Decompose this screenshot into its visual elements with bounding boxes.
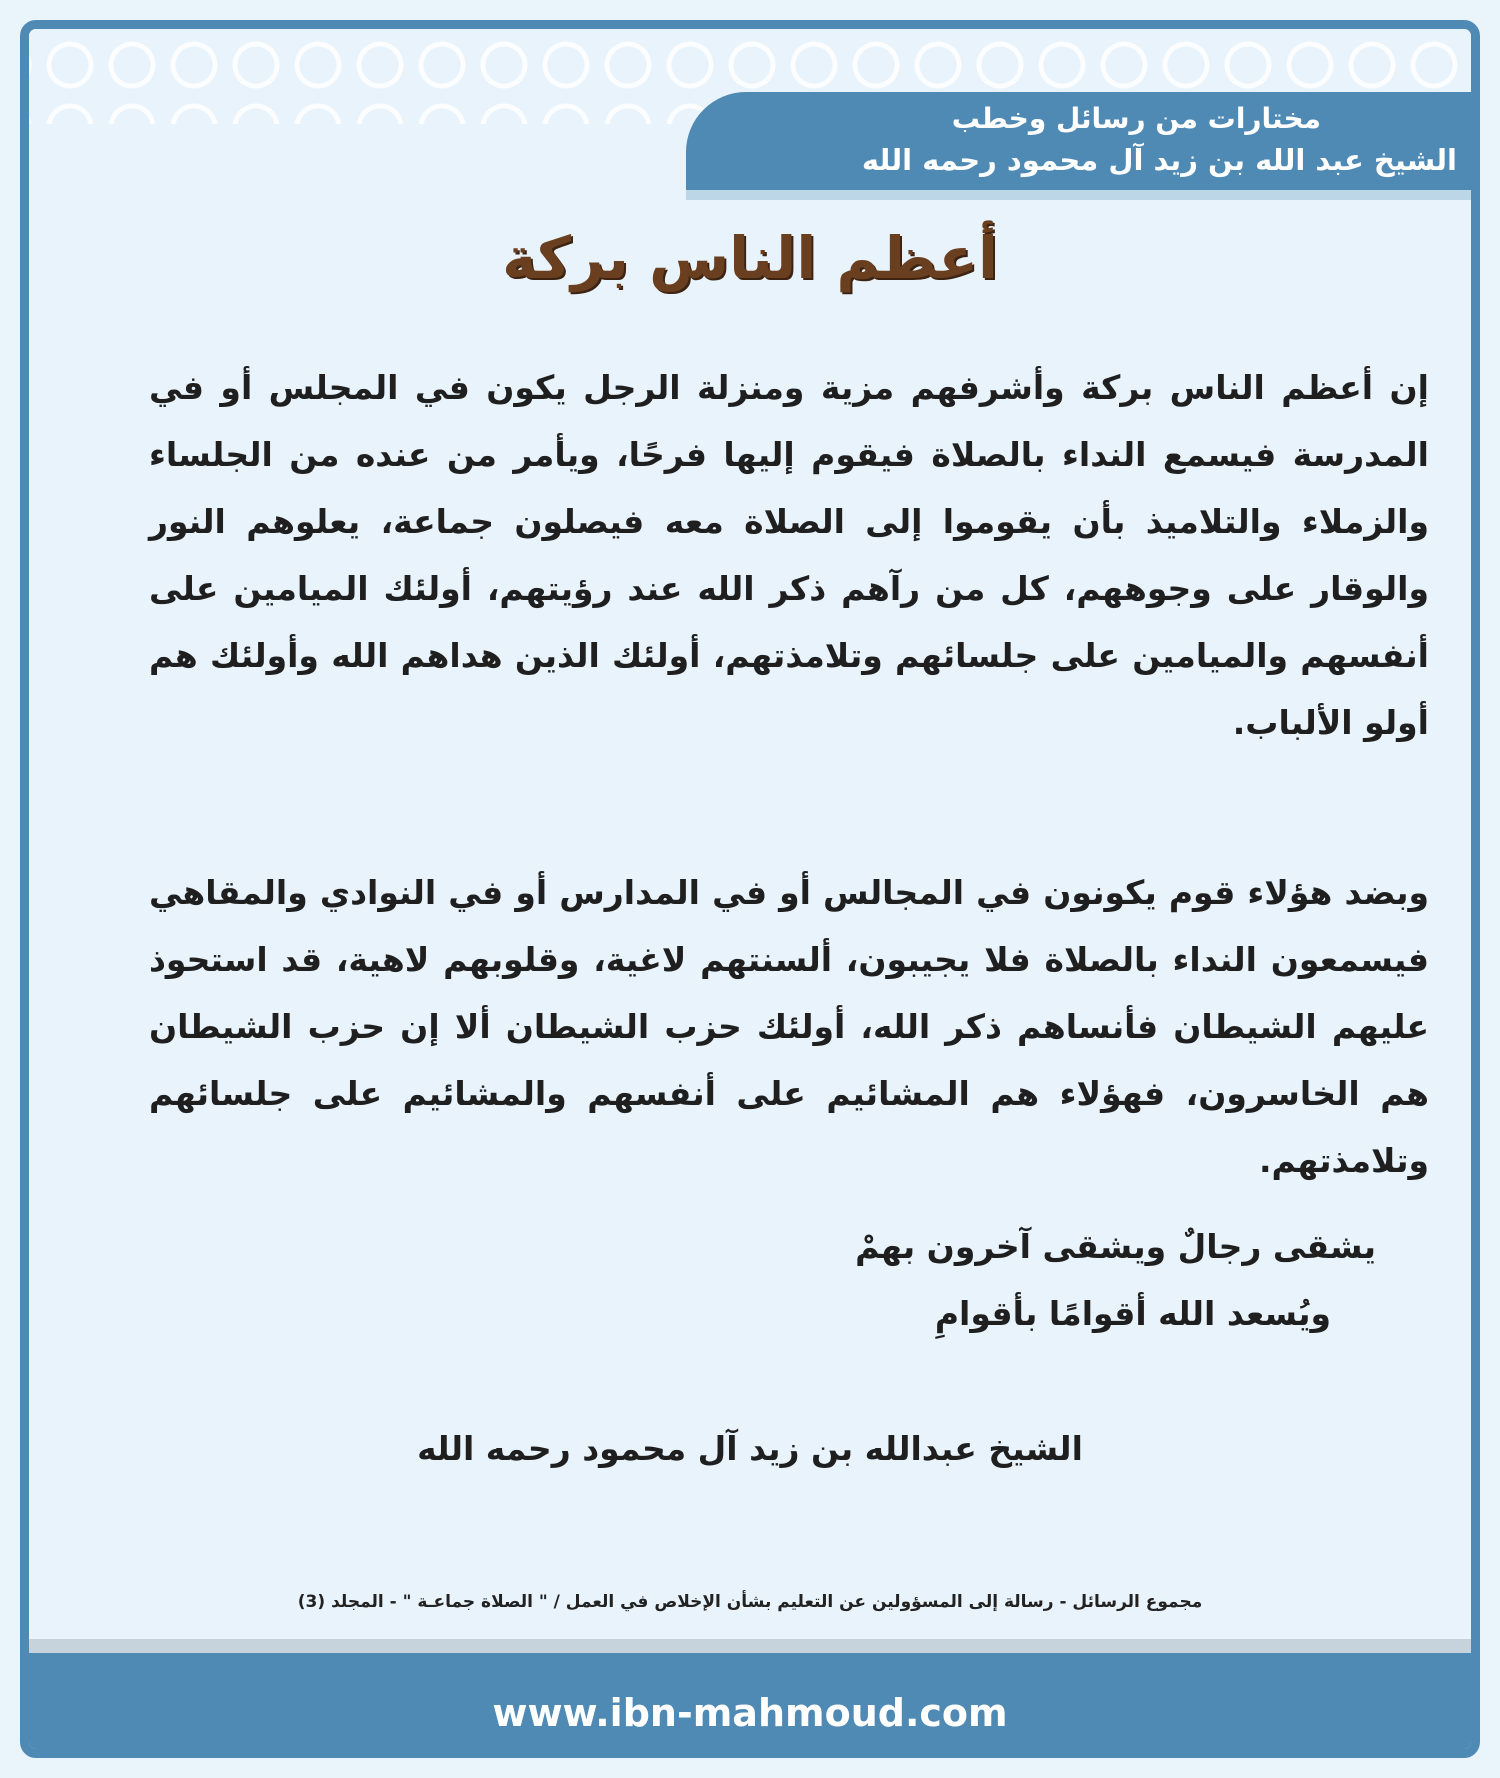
header-author: الشيخ عبد الله بن زيد آل محمود رحمه الله bbox=[861, 143, 1457, 177]
footer-divider bbox=[29, 1639, 1471, 1653]
website-link[interactable]: www.ibn-mahmoud.com bbox=[492, 1691, 1008, 1735]
page-card bbox=[20, 20, 1480, 1758]
header-band bbox=[686, 92, 1471, 200]
paragraph-2: وبضد هؤلاء قوم يكونون في المجالس أو في المدارس أو في النوادي والمقاهي فيسمعون النداء بالصلاة فلا يجيبون، ألسنتهم لاغية، وقلوبهم لاهية، قد استحوذ عليهم الشيطان فأنساهم ذكر الله، أولئك حزب الشيطان ألا إن حزب الشيطان هم الخاسرون، فهؤلاء هم المشائيم على أنفسهم والمشائيم على جلسائهم وتلامذتهم. bbox=[149, 873, 1429, 1180]
page-title: أعظم الناس بركة bbox=[502, 224, 998, 292]
signature: الشيخ عبدالله بن زيد آل محمود رحمه الله bbox=[417, 1429, 1083, 1468]
verse-line-1: يشقى رجالٌ ويشقى آخرون بهمْ bbox=[855, 1227, 1376, 1266]
footer-band bbox=[29, 1653, 1471, 1749]
verse-line-2: ويُسعد الله أقوامًا بأقوامِ bbox=[934, 1294, 1331, 1333]
source-citation: مجموع الرسائل - رسالة إلى المسؤولين عن التعليم بشأن الإخلاص في العمل / " الصلاة جماعـة " - المجلد (3) bbox=[297, 1592, 1203, 1612]
paragraph-1: إن أعظم الناس بركة وأشرفهم مزية ومنزلة الرجل يكون في المجلس أو في المدرسة فيسمع النداء بالصلاة فيقوم إليها فرحًا، ويأمر من عنده من الجلساء والزملاء والتلاميذ بأن يقوموا إلى الصلاة معه فيصلون جماعة، يعلوهم النور والوقار على وجوههم، كل من رآهم ذكر الله عند رؤيتهم، أولئك الميامين على أنفسهم والميامين على جلسائهم وتلامذتهم، أولئك الذين هداهم الله وأولئك هم أولو الألباب. bbox=[149, 368, 1429, 742]
header-subtitle: مختارات من رسائل وخطب bbox=[951, 102, 1321, 135]
